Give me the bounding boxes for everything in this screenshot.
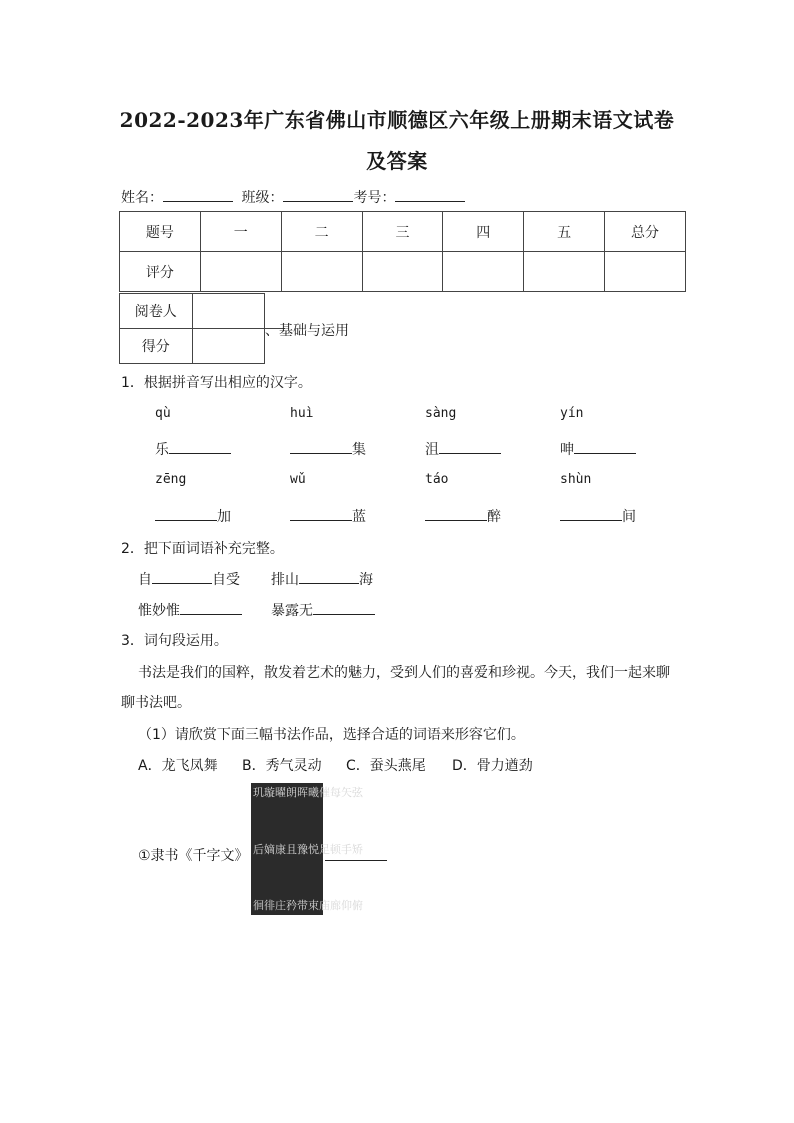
score-cell[interactable] [281,252,362,292]
name-label: 姓名： [121,190,163,206]
exam-no-label: 考号： [353,190,396,206]
calligraphy-column: 晖 豫 带 [297,786,308,912]
char-before: 乐 [155,442,169,458]
word-part: 自 [138,572,152,588]
pinyin-label: wǔ [290,472,306,487]
name-blank[interactable] [163,186,233,202]
calligraphy-column: 璇 嫡 徘 [264,786,275,912]
score-cell[interactable] [605,252,686,292]
word-part: 自受 [212,572,240,588]
char-after: 加 [217,509,231,525]
answer-blank[interactable] [425,505,487,521]
answer-blank[interactable] [574,438,636,454]
calligraphy-column: 催 足 庙 [319,786,330,912]
answer-blank[interactable] [439,438,501,454]
pinyin-label: zēng [155,472,187,487]
pinyin-label: huì [290,406,314,421]
word-part: 惟妙惟 [138,603,180,619]
reviewer-label: 阅卷人 [120,294,193,329]
q3-item1-answer [325,845,387,865]
doc-title-line1: 2022-2023年广东省佛山市顺德区六年级上册期末语文试卷 [119,108,675,132]
char-before: 呻 [560,442,574,458]
score-cell[interactable] [443,252,524,292]
score-cell[interactable] [200,252,281,292]
grader-score-cell[interactable] [192,329,265,364]
q1-item [290,505,366,526]
score-header-cell: 一 [200,212,281,252]
word-part: 排山 [271,572,299,588]
score-table [119,211,686,292]
q1-item [560,438,636,459]
q3-paragraph-line2: 聊书法吧。 [121,695,191,711]
grader-score-label: 得分 [120,329,193,364]
q3-prompt: 3．词句段运用。 [121,633,228,649]
pinyin-label: sàng [425,406,457,421]
score-header-cell: 五 [524,212,605,252]
answer-blank[interactable] [155,505,217,521]
calligraphy-column: 弦 矫 俯 [352,786,363,912]
answer-blank[interactable] [313,599,375,615]
doc-title-line2: 及答案 [366,149,428,173]
char-after: 间 [622,509,636,525]
char-after: 醉 [487,509,501,525]
student-info [121,186,465,207]
score-cell[interactable] [362,252,443,292]
q1-prompt: 1．根据拼音写出相应的汉字。 [121,375,312,391]
calligraphy-column: 曜 康 庄 [275,786,286,912]
answer-blank[interactable] [290,505,352,521]
score-header-row [120,212,686,252]
q1-item [155,438,231,459]
q1-item [425,505,501,526]
option-a: A．龙飞凤舞 [138,758,218,774]
pinyin-label: yín [560,406,584,421]
option-d: D．骨力遒劲 [452,758,533,774]
score-header-cell: 题号 [120,212,201,252]
score-header-cell: 三 [362,212,443,252]
score-row-label: 评分 [120,252,201,292]
word-part: 暴露无 [271,603,313,619]
q2-item [138,599,242,620]
q1-item [560,505,636,526]
score-header-cell: 总分 [605,212,686,252]
calligraphy-column: 矢 手 仰 [341,786,352,912]
calligraphy-image [251,783,363,915]
grader-table [119,293,265,364]
score-header-cell: 二 [281,212,362,252]
q3-item1-label: ①隶书《千字文》 [138,848,249,864]
q3-paragraph-line1: 书法是我们的国粹，散发着艺术的魅力，受到人们的喜爱和珍视。今天，我们一起来聊 [138,665,670,681]
q1-item [290,438,366,459]
q1-item [425,438,501,459]
option-b: B．秀气灵动 [242,758,322,774]
section-title: 、基础与运用 [265,323,349,339]
pinyin-label: qù [155,406,171,421]
answer-blank[interactable] [325,845,387,861]
calligraphy-column: 玑 后 徊 [253,786,264,912]
score-header-cell: 四 [443,212,524,252]
q2-item [271,568,373,589]
answer-blank[interactable] [152,568,212,584]
reviewer-cell[interactable] [192,294,265,329]
q2-item [271,599,375,620]
answer-blank[interactable] [180,599,242,615]
class-label: 班级： [241,190,284,206]
calligraphy-column: 朗 且 矜 [286,786,297,912]
score-cell[interactable] [524,252,605,292]
q2-item [138,568,240,589]
answer-blank[interactable] [299,568,359,584]
score-value-row [120,252,686,292]
exam-no-blank[interactable] [395,186,465,202]
char-before: 沮 [425,442,439,458]
pinyin-label: shùn [560,472,592,487]
calligraphy-column: 曦 悦 束 [308,786,319,912]
char-after: 集 [352,442,366,458]
q3-sub-question: （1）请欣赏下面三幅书法作品，选择合适的词语来形容它们。 [138,727,525,743]
answer-blank[interactable] [560,505,622,521]
class-blank[interactable] [283,186,353,202]
answer-blank[interactable] [290,438,352,454]
q1-item [155,505,231,526]
pinyin-label: táo [425,472,449,487]
answer-blank[interactable] [169,438,231,454]
calligraphy-column: 每 顿 廊 [330,786,341,912]
char-after: 蓝 [352,509,366,525]
q2-prompt: 2．把下面词语补充完整。 [121,541,284,557]
option-c: C．蚕头燕尾 [346,758,426,774]
word-part: 海 [359,572,373,588]
